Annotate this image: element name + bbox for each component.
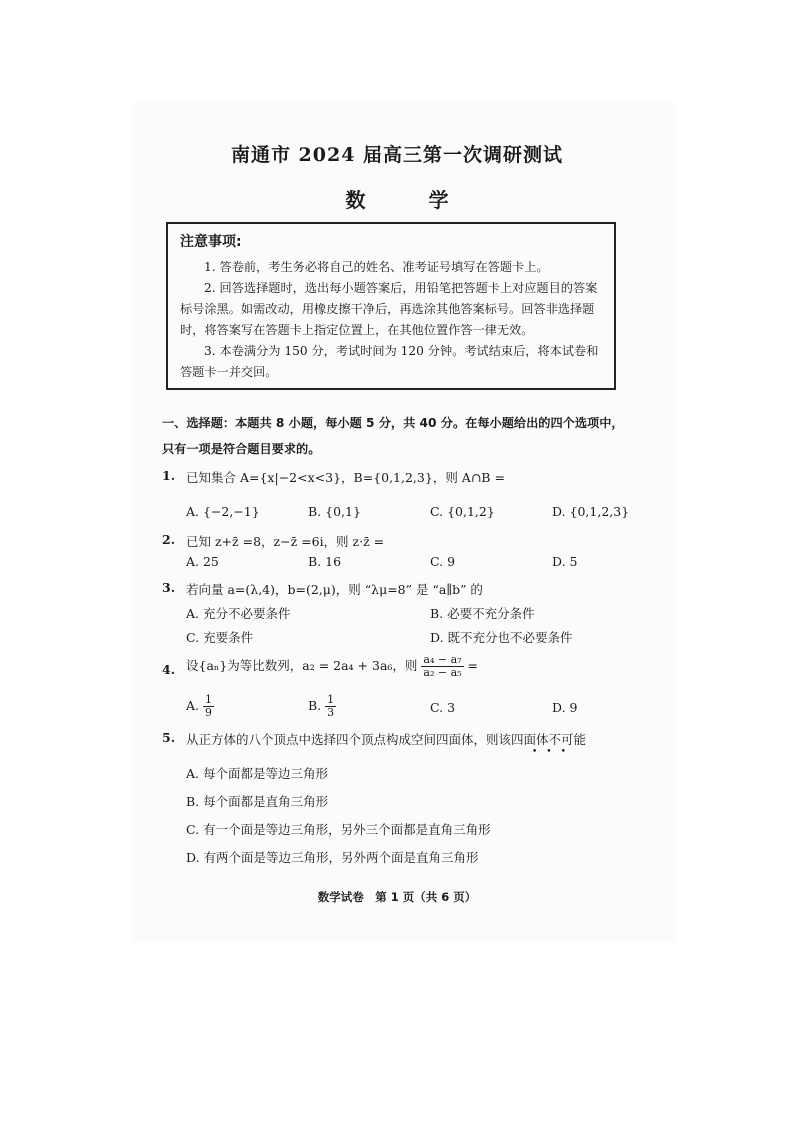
option-a: A. 25 — [186, 554, 219, 569]
option-b: B. {0,1} — [308, 504, 361, 519]
option-label: A. — [186, 698, 200, 713]
fraction-numerator: 1 — [327, 693, 335, 706]
option-b: B. 16 — [308, 554, 342, 569]
option-c — [430, 700, 455, 715]
option-fraction — [325, 694, 336, 719]
fraction-denominator: 3 — [327, 706, 335, 719]
emphasis-dots: ••• — [532, 747, 575, 757]
option-a: A. 充分不必要条件 — [186, 606, 291, 621]
option-label: C. — [430, 700, 444, 715]
option-d: D. 5 — [552, 554, 578, 569]
fraction-denominator: a₂ − a₅ — [423, 666, 462, 679]
notice-item: 2. 回答选择题时，选出每小题答案后，用铅笔把答题卡上对应题目的答案标号涂黑。如需改动，用橡皮擦干净后，再选涂其他答案标号。回答非选择题时，将答案写在答题卡上指定位置上，在其他位置作答一律无效。 — [180, 281, 598, 337]
option-b: B. 每个面都是直角三角形 — [186, 794, 329, 809]
question-number: 4. — [162, 662, 176, 677]
fraction-numerator: 1 — [205, 693, 212, 706]
fraction-denominator: 9 — [205, 706, 212, 719]
option-b — [308, 694, 336, 719]
question-number: 1. — [162, 468, 176, 483]
notice-box — [166, 222, 616, 390]
question-stem: 若向量 a=(λ,4)，b=(2,μ)，则 “λμ=8” 是 “a∥b” 的 — [186, 582, 483, 597]
stem-prefix: 设{aₙ}为等比数列，a₂ = 2a₄ + 3a₆，则 — [186, 658, 418, 673]
stem-fraction — [421, 654, 463, 679]
option-text: 9 — [569, 700, 578, 715]
option-c: C. 充要条件 — [186, 630, 254, 645]
notice-item: 1. 答卷前，考生务必将自己的姓名、准考证号填写在答题卡上。 — [204, 260, 549, 274]
option-d: D. 既不充分也不必要条件 — [430, 630, 573, 645]
option-c: C. {0,1,2} — [430, 504, 495, 519]
option-a: A. 每个面都是等边三角形 — [186, 766, 328, 781]
stem-suffix: = — [467, 658, 479, 673]
section-heading: 一、选择题：本题共 8 小题，每小题 5 分，共 40 分。在每小题给出的四个选项中，只有一项是符合题目要求的。 — [162, 416, 624, 456]
option-d: D. 有两个面是等边三角形，另外两个面是直角三角形 — [186, 850, 479, 865]
option-label: D. — [552, 700, 566, 715]
option-a: A. {−2,−1} — [186, 504, 260, 519]
question-number: 5. — [162, 730, 176, 745]
page-footer: 数学试卷 第 1 页（共 6 页） — [317, 890, 477, 904]
option-label: B. — [308, 698, 322, 713]
notice-heading: 注意事项: — [180, 234, 242, 250]
question-stem: 已知 z+z̄ =8，z−z̄ =6i，则 z·z̄ = — [186, 534, 385, 549]
option-c: C. 9 — [430, 554, 456, 569]
option-text: 3 — [447, 700, 456, 715]
question-stem: 已知集合 A={x|−2<x<3}，B={0,1,2,3}，则 A∩B = — [186, 470, 505, 485]
question-number: 3. — [162, 580, 176, 595]
page-title: 南通市 2024 届高三第一次调研测试 — [230, 144, 564, 166]
option-b: B. 必要不充分条件 — [430, 606, 535, 621]
question-number: 2. — [162, 532, 176, 547]
option-c: C. 有一个面是等边三角形，另外三个面都是直角三角形 — [186, 822, 491, 837]
option-a — [186, 694, 214, 719]
fraction-numerator: a₄ − a₇ — [423, 653, 462, 666]
question-stem — [186, 654, 478, 679]
notice-item: 3. 本卷满分为 150 分，考试时间为 120 分钟。考试结束后，将本试卷和答题卡一并交回。 — [180, 344, 599, 379]
option-fraction — [203, 694, 214, 719]
option-d — [552, 700, 578, 715]
question-stem: 从正方体的八个顶点中选择四个顶点构成空间四面体，则该四面体不可能 — [186, 732, 587, 747]
subject-title: 数 学 — [345, 188, 477, 212]
option-d: D. {0,1,2,3} — [552, 504, 630, 519]
